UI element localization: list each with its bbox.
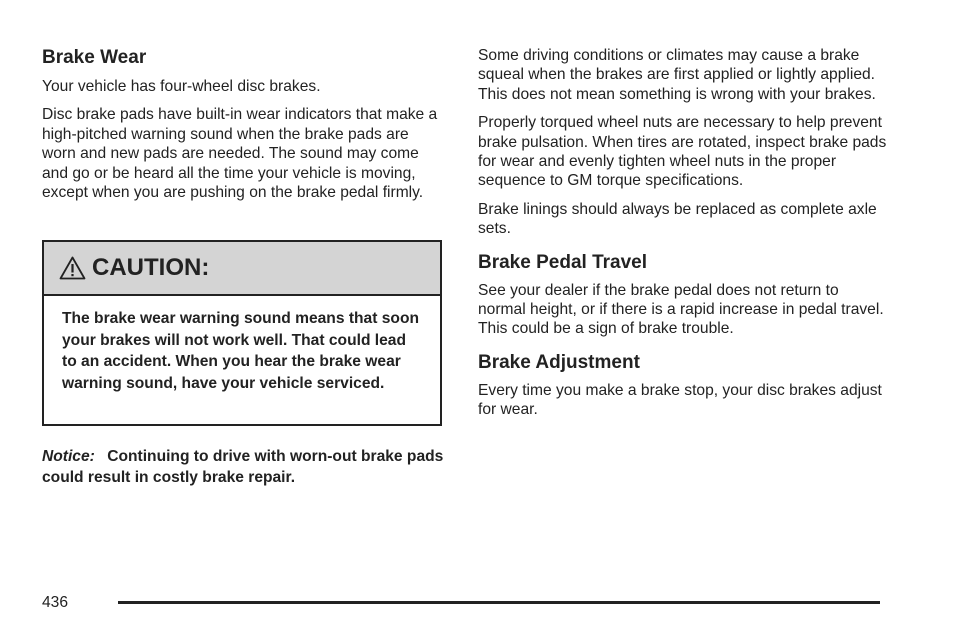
notice-label: Notice:: [42, 448, 95, 465]
paragraph-wear-indicators: Disc brake pads have built-in wear indicators that make a high-pitched warning sound when the brake pads are worn and new pads are needed. The sound may come and go or be heard all the time your vehicle is moving, except when you are pushing on the brake pedal firmly.: [42, 106, 438, 202]
caution-text: The brake wear warning sound means that soon your brakes will not work well. That could lead to an accident. When you hear the brake wear warning sound, have your vehicle serviced.: [62, 310, 419, 392]
caution-box: [42, 240, 442, 426]
heading-brake-pedal-travel: Brake Pedal Travel: [478, 251, 647, 273]
heading-brake-adjustment: Brake Adjustment: [478, 351, 640, 373]
caution-title: CAUTION:: [92, 254, 210, 281]
paragraph-brake-adjustment: Every time you make a brake stop, your disc brakes adjust for wear.: [478, 381, 882, 419]
paragraph-disc-brakes: Your vehicle has four-wheel disc brakes.: [42, 78, 321, 95]
footer-rule: [118, 601, 880, 604]
paragraph-pedal-travel: See your dealer if the brake pedal does not return to normal height, or if there is a rapid increase in pedal travel. This could be a sign of brake trouble.: [478, 281, 884, 338]
paragraph-wheel-nuts: Properly torqued wheel nuts are necessary to help prevent brake pulsation. When tires are rotated, inspect brake pads for wear and evenly tighten wheel nuts in the proper sequence to GM torque specifications.: [478, 114, 887, 190]
notice: [42, 446, 452, 488]
left-column: [42, 46, 444, 202]
page-number: 436: [42, 594, 69, 611]
heading-brake-wear: Brake Wear: [42, 47, 147, 68]
right-column: [478, 46, 888, 420]
caution-header: [44, 242, 440, 296]
paragraph-brake-squeal: Some driving conditions or climates may cause a brake squeal when the brakes are first applied or lightly applied. This does not mean something is wrong with your brakes.: [478, 47, 876, 103]
notice-text: Continuing to drive with worn-out brake pads could result in costly brake repair.: [42, 448, 444, 486]
paragraph-brake-linings: Brake linings should always be replaced as complete axle sets.: [478, 200, 877, 238]
warning-triangle-icon: [59, 256, 86, 280]
